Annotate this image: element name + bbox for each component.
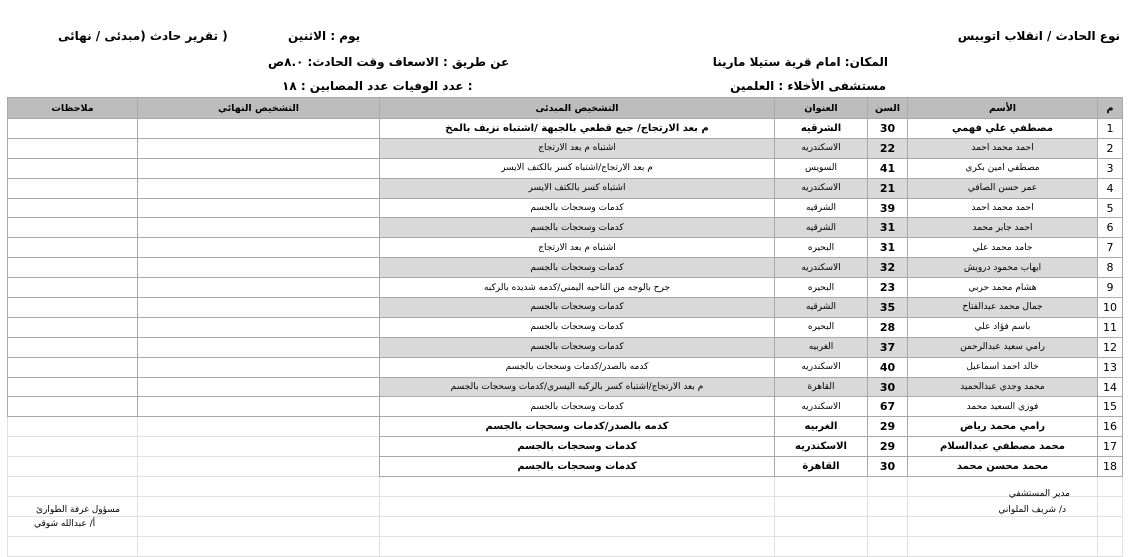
- empty-cell: [868, 477, 908, 497]
- patient-name: مصطفي امين بكري: [908, 158, 1098, 178]
- notes-cell: [8, 377, 138, 397]
- patient-name: فوزي السعيد محمد: [908, 397, 1098, 417]
- row-index: 1: [1098, 119, 1123, 139]
- empty-cell: [775, 477, 868, 497]
- patient-age: 35: [868, 298, 908, 318]
- col-name: الأسم: [908, 98, 1098, 119]
- patient-address: الغربيه: [775, 417, 868, 437]
- initial-diagnosis: جرح بالوجه من الناحيه اليمني/كدمه شديده بالركبه: [380, 278, 775, 298]
- row-index: 8: [1098, 258, 1123, 278]
- patient-name: هشام محمد حربي: [908, 278, 1098, 298]
- empty-cell: [8, 477, 138, 497]
- incident-type: نوع الحادث / انقلاب اتوبيس: [957, 29, 1120, 43]
- director-name: د/ شريف الملواني: [998, 505, 1066, 515]
- empty-cell: [138, 536, 380, 556]
- patient-age: 29: [868, 437, 908, 457]
- final-diagnosis: [138, 138, 380, 158]
- col-age: السن: [868, 98, 908, 119]
- initial-diagnosis: م بعد الارتجاج/ جبع قطعي بالجبهة /اشتباه نزيف بالمخ: [380, 119, 775, 139]
- initial-diagnosis: كدمات وسحجات بالجسم: [380, 337, 775, 357]
- initial-diagnosis: كدمات وسحجات بالجسم: [380, 437, 775, 457]
- patient-age: 32: [868, 258, 908, 278]
- row-index: 12: [1098, 337, 1123, 357]
- row-index: 4: [1098, 178, 1123, 198]
- notes-cell: [8, 178, 138, 198]
- patient-age: 31: [868, 218, 908, 238]
- empty-cell: [908, 536, 1098, 556]
- row-index: 6: [1098, 218, 1123, 238]
- patient-address: الاسكندريه: [775, 437, 868, 457]
- patient-address: الاسكندريه: [775, 397, 868, 417]
- table-row: [8, 317, 1123, 337]
- table-header-row: [8, 98, 1123, 119]
- empty-cell: [1098, 536, 1123, 556]
- report-type: ( تقرير حادث (مبدئى / نهائى: [58, 29, 228, 43]
- final-diagnosis: [138, 317, 380, 337]
- final-diagnosis: [138, 457, 380, 477]
- initial-diagnosis: اشتباه كسر بالكتف الايسر: [380, 178, 775, 198]
- notes-cell: [8, 158, 138, 178]
- empty-row: [8, 516, 1123, 536]
- patient-name: احمد جابر محمد: [908, 218, 1098, 238]
- initial-diagnosis: م بعد الارتجاج/اشتباه كسر بالكتف الايسر: [380, 158, 775, 178]
- patient-age: 39: [868, 198, 908, 218]
- empty-cell: [775, 516, 868, 536]
- patient-age: 41: [868, 158, 908, 178]
- final-diagnosis: [138, 218, 380, 238]
- row-index: 10: [1098, 298, 1123, 318]
- notes-cell: [8, 298, 138, 318]
- patient-address: الشرقيه: [775, 218, 868, 238]
- table-row: [8, 258, 1123, 278]
- patient-address: البحيره: [775, 317, 868, 337]
- row-index: 17: [1098, 437, 1123, 457]
- patient-address: الشرقيه: [775, 119, 868, 139]
- row-index: 13: [1098, 357, 1123, 377]
- patient-address: القاهرة: [775, 457, 868, 477]
- empty-cell: [868, 516, 908, 536]
- patient-address: الشرقيه: [775, 298, 868, 318]
- patient-age: 22: [868, 138, 908, 158]
- patient-name: خالد احمد اسماعيل: [908, 357, 1098, 377]
- final-diagnosis: [138, 437, 380, 457]
- final-diagnosis: [138, 158, 380, 178]
- final-diagnosis: [138, 258, 380, 278]
- initial-diagnosis: كدمات وسحجات بالجسم: [380, 317, 775, 337]
- notes-cell: [8, 357, 138, 377]
- final-diagnosis: [138, 397, 380, 417]
- patient-age: 31: [868, 238, 908, 258]
- director-title: مدير المستشفي: [1008, 489, 1070, 499]
- er-officer-title: مسؤول غرفة الطوارئ: [36, 505, 121, 515]
- empty-row: [8, 536, 1123, 556]
- initial-diagnosis: اشتباه م بعد الارتجاج: [380, 238, 775, 258]
- empty-cell: [1098, 477, 1123, 497]
- row-index: 14: [1098, 377, 1123, 397]
- patient-address: الاسكندريه: [775, 357, 868, 377]
- casualty-counts: : عدد الوفيات عدد المصابين : ١٨: [282, 79, 473, 93]
- incident-location: المكان: امام قرية ستيلا مارينا: [712, 55, 888, 69]
- table-row: [8, 178, 1123, 198]
- patient-age: 28: [868, 317, 908, 337]
- notes-cell: [8, 278, 138, 298]
- table-row: [8, 397, 1123, 417]
- table-row: [8, 377, 1123, 397]
- notes-cell: [8, 119, 138, 139]
- initial-diagnosis: كدمات وسحجات بالجسم: [380, 397, 775, 417]
- table-row: [8, 357, 1123, 377]
- row-index: 7: [1098, 238, 1123, 258]
- final-diagnosis: [138, 198, 380, 218]
- patient-address: الغربيه: [775, 337, 868, 357]
- empty-cell: [775, 496, 868, 516]
- notes-cell: [8, 138, 138, 158]
- row-index: 3: [1098, 158, 1123, 178]
- empty-cell: [8, 536, 138, 556]
- row-index: 9: [1098, 278, 1123, 298]
- patient-name: محمد مصطفي عبدالسلام: [908, 437, 1098, 457]
- col-initial-diagnosis: التشخيص المبدئى: [380, 98, 775, 119]
- patient-name: مصطفي علي فهمي: [908, 119, 1098, 139]
- table-row: [8, 417, 1123, 437]
- empty-cell: [380, 477, 775, 497]
- patient-name: محمد محسن محمد: [908, 457, 1098, 477]
- patient-address: البحيره: [775, 238, 868, 258]
- empty-cell: [138, 516, 380, 536]
- notes-cell: [8, 258, 138, 278]
- initial-diagnosis: كدمه بالصدر/كدمات وسحجات بالجسم: [380, 417, 775, 437]
- empty-row: [8, 496, 1123, 516]
- table-row: [8, 138, 1123, 158]
- row-index: 16: [1098, 417, 1123, 437]
- notes-cell: [8, 437, 138, 457]
- empty-cell: [775, 536, 868, 556]
- table-row: [8, 158, 1123, 178]
- col-index: م: [1098, 98, 1123, 119]
- initial-diagnosis: كدمات وسحجات بالجسم: [380, 218, 775, 238]
- patient-name: حامد محمد علي: [908, 238, 1098, 258]
- final-diagnosis: [138, 377, 380, 397]
- col-final-diagnosis: التشخيص النهائي: [138, 98, 380, 119]
- patient-name: ايهاب محمود درويش: [908, 258, 1098, 278]
- patient-age: 37: [868, 337, 908, 357]
- initial-diagnosis: اشتباه م بعد الارتجاج: [380, 138, 775, 158]
- table-row: [8, 119, 1123, 139]
- empty-cell: [1098, 516, 1123, 536]
- patient-age: 30: [868, 457, 908, 477]
- initial-diagnosis: كدمات وسحجات بالجسم: [380, 457, 775, 477]
- table-row: [8, 298, 1123, 318]
- empty-cell: [380, 496, 775, 516]
- row-index: 5: [1098, 198, 1123, 218]
- patient-name: احمد محمد احمد: [908, 198, 1098, 218]
- patient-address: السويس: [775, 158, 868, 178]
- empty-cell: [868, 496, 908, 516]
- patient-address: الاسكندريه: [775, 258, 868, 278]
- notes-cell: [8, 198, 138, 218]
- empty-cell: [380, 536, 775, 556]
- final-diagnosis: [138, 357, 380, 377]
- initial-diagnosis: كدمات وسحجات بالجسم: [380, 258, 775, 278]
- patient-address: القاهرة: [775, 377, 868, 397]
- empty-cell: [868, 536, 908, 556]
- patient-address: الاسكندريه: [775, 138, 868, 158]
- patient-age: 30: [868, 119, 908, 139]
- notes-cell: [8, 457, 138, 477]
- table-row: [8, 238, 1123, 258]
- patient-age: 67: [868, 397, 908, 417]
- initial-diagnosis: م بعد الارتجاج/اشتباه كسر بالركبه اليسري/كدمات وسحجات بالجسم: [380, 377, 775, 397]
- final-diagnosis: [138, 119, 380, 139]
- table-row: [8, 278, 1123, 298]
- casualty-table: [7, 97, 1123, 557]
- final-diagnosis: [138, 278, 380, 298]
- notes-cell: [8, 397, 138, 417]
- table-row: [8, 198, 1123, 218]
- row-index: 2: [1098, 138, 1123, 158]
- table-row: [8, 457, 1123, 477]
- evacuation-hospital: مستشفى الأخلاء : العلمين: [730, 79, 886, 93]
- notes-cell: [8, 337, 138, 357]
- patient-name: باسم فؤاد علي: [908, 317, 1098, 337]
- row-index: 11: [1098, 317, 1123, 337]
- initial-diagnosis: كدمات وسحجات بالجسم: [380, 298, 775, 318]
- report-day: يوم : الاثنين: [288, 29, 361, 43]
- patient-name: رامي محمد رياض: [908, 417, 1098, 437]
- patient-name: احمد محمد احمد: [908, 138, 1098, 158]
- table-row: [8, 437, 1123, 457]
- table-row: [8, 218, 1123, 238]
- patient-address: البحيره: [775, 278, 868, 298]
- row-index: 15: [1098, 397, 1123, 417]
- row-index: 18: [1098, 457, 1123, 477]
- patient-address: الشرقيه: [775, 198, 868, 218]
- notes-cell: [8, 317, 138, 337]
- patient-age: 21: [868, 178, 908, 198]
- table-row: [8, 337, 1123, 357]
- final-diagnosis: [138, 178, 380, 198]
- patient-age: 29: [868, 417, 908, 437]
- notes-cell: [8, 238, 138, 258]
- initial-diagnosis: كدمات وسحجات بالجسم: [380, 198, 775, 218]
- empty-row: [8, 477, 1123, 497]
- empty-cell: [138, 496, 380, 516]
- empty-cell: [908, 516, 1098, 536]
- notes-cell: [8, 417, 138, 437]
- empty-cell: [1098, 496, 1123, 516]
- patient-name: عمر حسن الصافي: [908, 178, 1098, 198]
- final-diagnosis: [138, 337, 380, 357]
- patient-age: 30: [868, 377, 908, 397]
- final-diagnosis: [138, 238, 380, 258]
- col-address: العنوان: [775, 98, 868, 119]
- final-diagnosis: [138, 298, 380, 318]
- initial-diagnosis: كدمه بالصدر/كدمات وسحجات بالجسم: [380, 357, 775, 377]
- patient-age: 40: [868, 357, 908, 377]
- final-diagnosis: [138, 417, 380, 437]
- er-officer-name: أ/ عبدالله شوقي: [34, 519, 96, 529]
- empty-cell: [138, 477, 380, 497]
- patient-address: الاسكندريه: [775, 178, 868, 198]
- empty-cell: [380, 516, 775, 536]
- col-notes: ملاحظات: [8, 98, 138, 119]
- notes-cell: [8, 218, 138, 238]
- patient-age: 23: [868, 278, 908, 298]
- patient-name: محمد وجدي عبدالحميد: [908, 377, 1098, 397]
- patient-name: جمال محمد عبدالفتاح: [908, 298, 1098, 318]
- incident-source-time: عن طريق : الاسعاف وقت الحادث: ٨.٠ص: [268, 55, 510, 69]
- patient-name: رامي سعيد عبدالرحمن: [908, 337, 1098, 357]
